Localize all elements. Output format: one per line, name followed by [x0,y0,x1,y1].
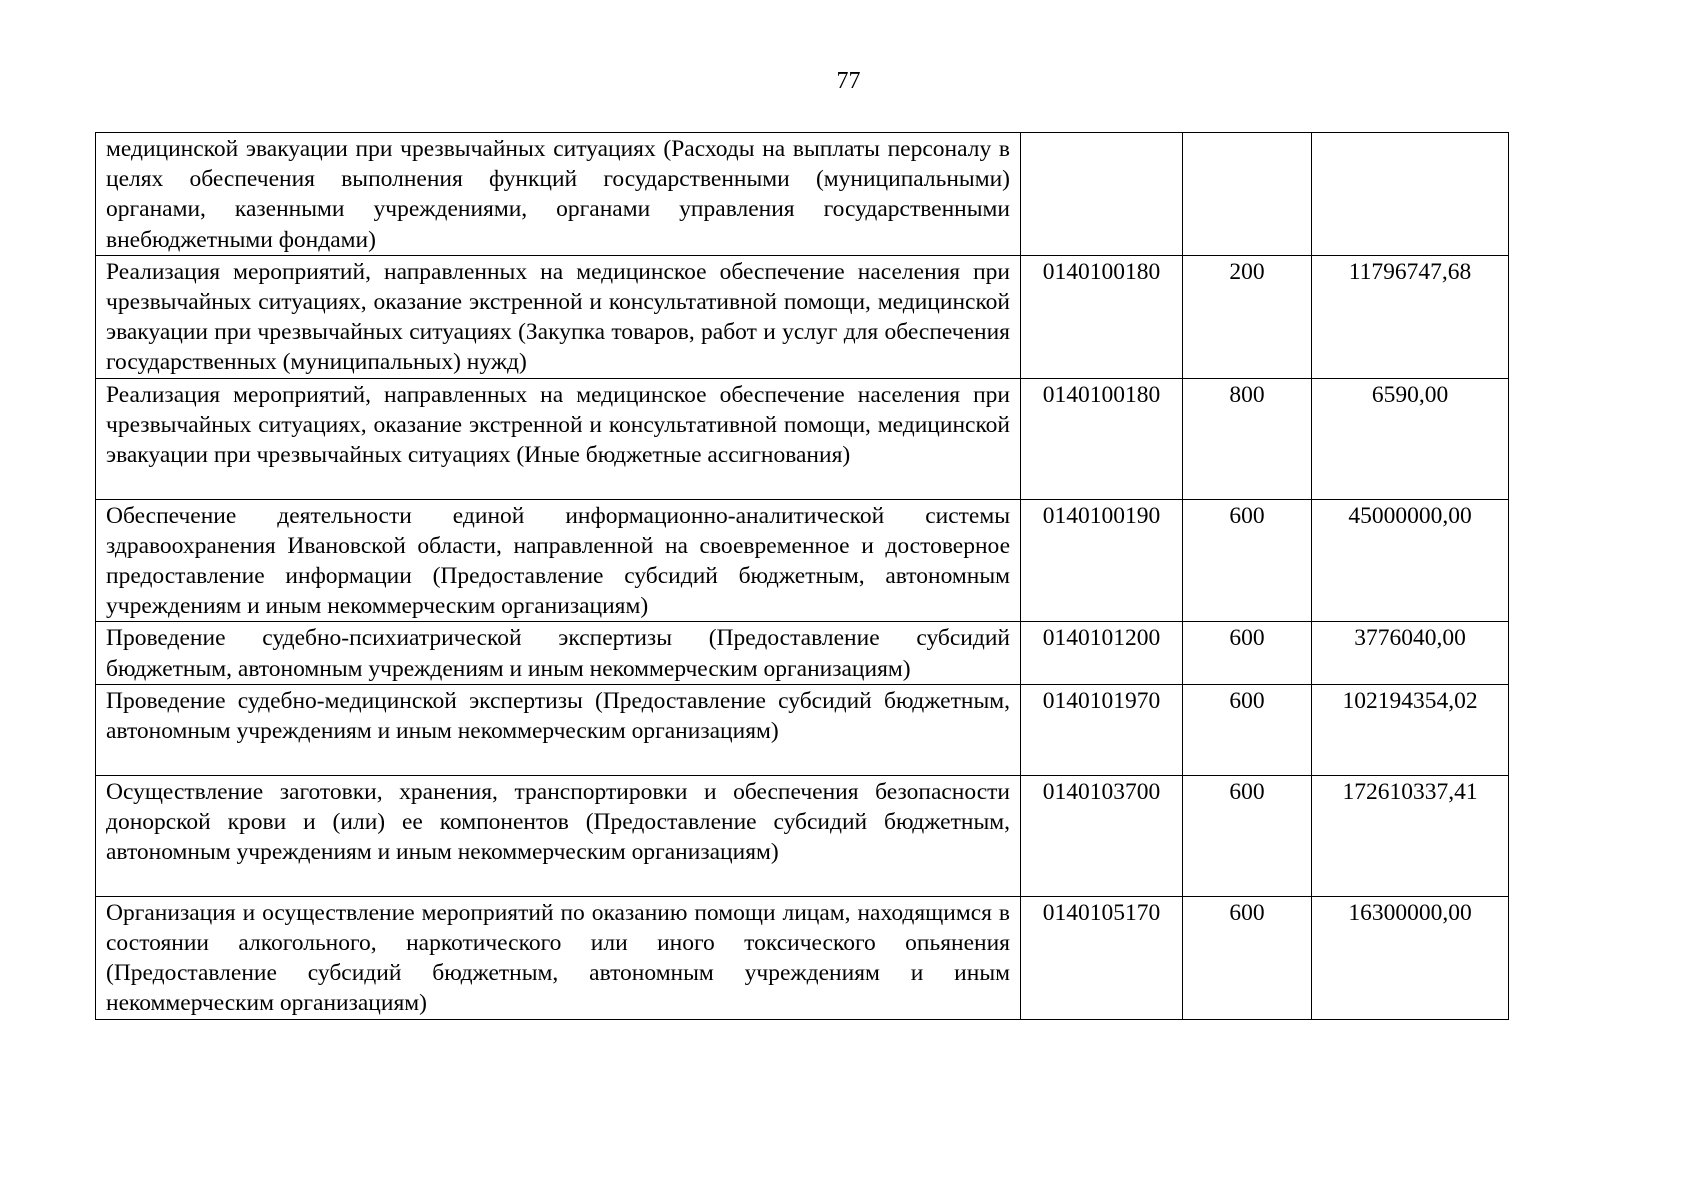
row-description: медицинской эвакуации при чрезвычайных ситуациях (Расходы на выплаты персоналу в целях обеспечения выполнения функций государственными (муниципальными) органами, казенными учреждениями, органами управления государственными внебюджетными фондами) [96,133,1021,256]
row-target-code: 0140101970 [1021,684,1183,775]
row-amount: 6590,00 [1312,378,1509,499]
row-description: Проведение судебно-психиатрической экспертизы (Предоставление субсидий бюджетным, автономным учреждениям и иным некоммерческим организациям) [96,622,1021,684]
row-amount [1312,133,1509,256]
row-expense-type: 600 [1183,896,1312,1019]
row-target-code: 0140100180 [1021,378,1183,499]
row-amount: 16300000,00 [1312,896,1509,1019]
table-row [96,684,1509,775]
table-row [96,378,1509,499]
row-target-code: 0140101200 [1021,622,1183,684]
row-target-code: 0140105170 [1021,896,1183,1019]
row-amount: 11796747,68 [1312,255,1509,378]
row-expense-type: 200 [1183,255,1312,378]
table-row [96,622,1509,684]
table-row [96,775,1509,896]
row-expense-type: 600 [1183,684,1312,775]
budget-table [95,132,1509,1020]
row-amount: 45000000,00 [1312,499,1509,622]
row-target-code: 0140100180 [1021,255,1183,378]
row-amount: 3776040,00 [1312,622,1509,684]
page-number: 77 [836,68,861,94]
row-description: Реализация мероприятий, направленных на медицинское обеспечение населения при чрезвычайных ситуациях, оказание экстренной и консультативной помощи, медицинской эвакуации при чрезвычайных ситуациях (Иные бюджетные ассигнования) [96,378,1021,499]
table-row [96,255,1509,378]
row-description: Осуществление заготовки, хранения, транспортировки и обеспечения безопасности донорской крови и (или) ее компонентов (Предоставление субсидий бюджетным, автономным учреждениям и иным некоммерческим организациям) [96,775,1021,896]
row-expense-type: 800 [1183,378,1312,499]
row-description: Проведение судебно-медицинской экспертизы (Предоставление субсидий бюджетным, автономным учреждениям и иным некоммерческим организациям) [96,684,1021,775]
row-description: Обеспечение деятельности единой информационно-аналитической системы здравоохранения Ивановской области, направленной на своевременное и достоверное предоставление информации (Предоставление субсидий бюджетным, автономным учреждениям и иным некоммерческим организациям) [96,499,1021,622]
row-description: Организация и осуществление мероприятий по оказанию помощи лицам, находящимся в состоянии алкогольного, наркотического или иного токсического опьянения (Предоставление субсидий бюджетным, автономным учреждениям и иным некоммерческим организациям) [96,896,1021,1019]
table-row [96,896,1509,1019]
row-amount: 102194354,02 [1312,684,1509,775]
row-amount: 172610337,41 [1312,775,1509,896]
row-expense-type: 600 [1183,499,1312,622]
row-expense-type: 600 [1183,775,1312,896]
row-expense-type [1183,133,1312,256]
row-target-code [1021,133,1183,256]
row-expense-type: 600 [1183,622,1312,684]
row-target-code: 0140100190 [1021,499,1183,622]
table-row [96,133,1509,256]
row-target-code: 0140103700 [1021,775,1183,896]
row-description: Реализация мероприятий, направленных на медицинское обеспечение населения при чрезвычайных ситуациях, оказание экстренной и консультативной помощи, медицинской эвакуации при чрезвычайных ситуациях (Закупка товаров, работ и услуг для обеспечения государственных (муниципальных) нужд) [96,255,1021,378]
table-row [96,499,1509,622]
